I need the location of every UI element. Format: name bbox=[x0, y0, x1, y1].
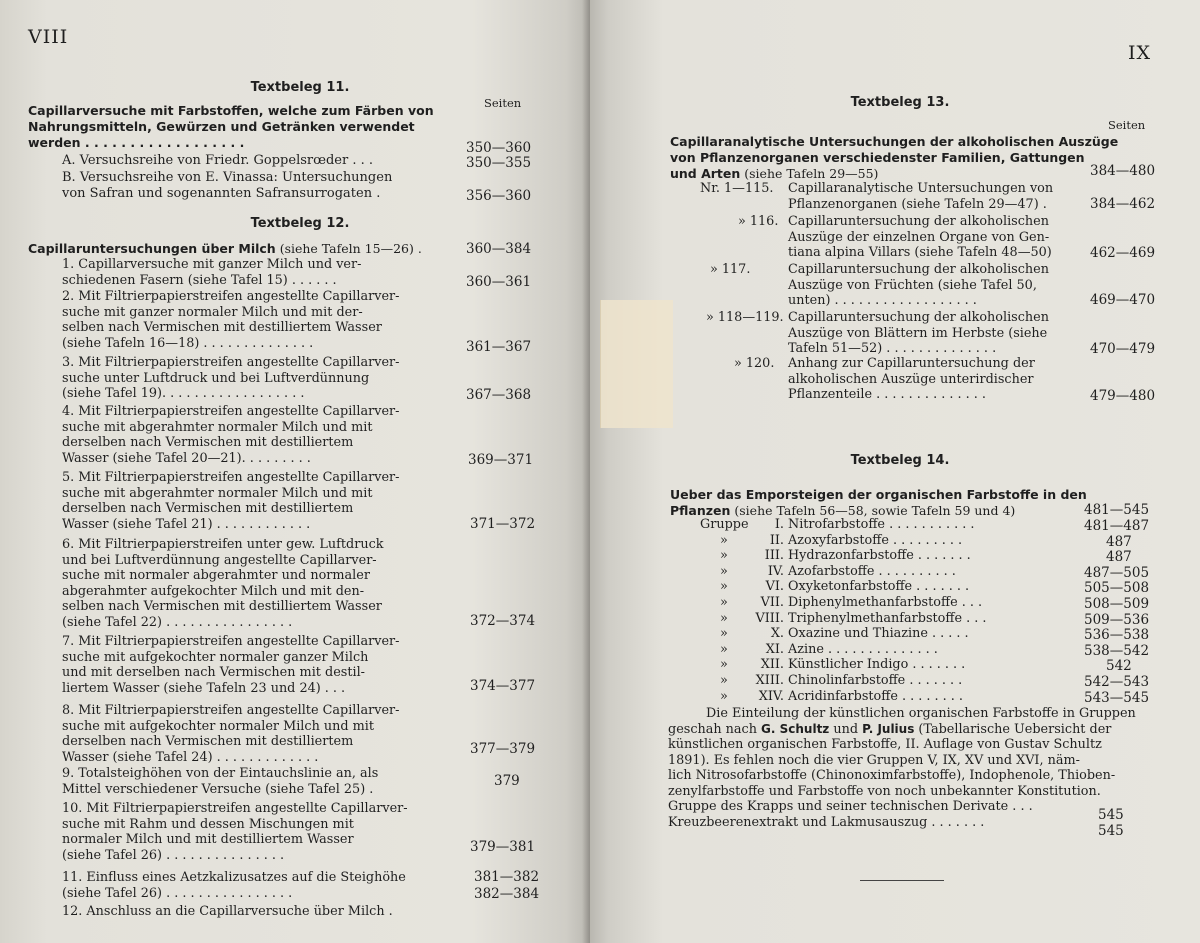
tb12-entry-1: 1. Capillarversuche mit ganzer Milch und ver- schiedenen Fasern (siehe Tafel 15) . . . . . . bbox=[62, 257, 362, 288]
tb12-entry-4: 4. Mit Filtrierpapierstreifen angestellte Capillarver- suche mit abgerahmter normaler Milch und mit derselben nach Vermischen mit destilliertem Wasser (siehe Tafel 20—21). . . . . . . . . bbox=[62, 404, 400, 466]
tb14-group-prefix: » bbox=[720, 563, 728, 579]
tb11-entry-b-pages: 356—360 bbox=[466, 188, 532, 204]
tb14-group-name: Künstlicher Indigo . . . . . . . bbox=[788, 657, 966, 673]
tb14-krapps-pages: 545 bbox=[1098, 807, 1124, 823]
tb14-group-name: Triphenylmethanfarbstoffe . . . bbox=[788, 610, 987, 626]
tb12-entry-10: 10. Mit Filtrierpapierstreifen angestellte Capillarver- suche mit Rahm und dessen Mischungen mit normaler Milch und mit destilliertem Wasser (siehe Tafel 26) . . . . . . . . . . . . . . . bbox=[62, 801, 408, 863]
tb13-heading: Capillaranalytische Untersuchungen der alkoholischen Auszüge von Pflanzenorganen verschiedenster Familien, Gattungen und Arten (siehe Tafeln 29—55) bbox=[670, 134, 1119, 181]
tb14-group-number: XI. bbox=[765, 641, 784, 657]
tb14-group-prefix: » bbox=[720, 610, 728, 626]
tb14-group-prefix: » bbox=[720, 641, 728, 657]
tb14-group-pages: 542—543 bbox=[1084, 674, 1150, 690]
tb11-heading-pages: 350—360 bbox=[466, 140, 532, 156]
tb14-group-number: IV. bbox=[767, 563, 784, 579]
tb14-group-prefix: Gruppe bbox=[700, 517, 749, 532]
tb12-entry-9: 9. Totalsteighöhen von der Eintauchslinie an, als Mittel verschiedener Versuche (siehe Tafel 25) . bbox=[62, 766, 379, 797]
tb12-entry-7: 7. Mit Filtrierpapierstreifen angestellte Capillarver- suche mit aufgekochter normaler ganzer Milch und mit derselben nach Vermischen mit destil- liertem Wasser (siehe Tafeln 23 und 24) . . . bbox=[62, 634, 400, 696]
tb14-group-pages: 487 bbox=[1106, 549, 1132, 566]
tb14-group-number: I. bbox=[774, 517, 784, 532]
tb12-entry-12-pages: 382—384 bbox=[474, 886, 540, 902]
tb13-entry-1-115: Capillaranalytische Untersuchungen von Pflanzenorganen (siehe Tafeln 29—47) . bbox=[788, 181, 1054, 212]
tb14-group-name: Oxazine und Thiazine . . . . . bbox=[788, 626, 969, 642]
tb13-entry-117-num: » 117. bbox=[710, 262, 751, 277]
tb14-group-prefix: » bbox=[720, 673, 728, 688]
tb14-group-name: Chinolinfarbstoffe . . . . . . . bbox=[788, 673, 963, 688]
tb14-group-name: Nitrofarbstoffe . . . . . . . . . . . bbox=[788, 517, 975, 532]
tb13-heading-pages: 384—480 bbox=[1090, 163, 1156, 179]
tb14-group-prefix: » bbox=[720, 626, 728, 642]
tb14-group-pages: 542 bbox=[1106, 658, 1132, 675]
tb13-entry-1-115-pages: 384—462 bbox=[1090, 196, 1156, 212]
tb14-group-name: Acridinfarbstoffe . . . . . . . . bbox=[788, 688, 963, 704]
tb14-group-prefix: » bbox=[720, 579, 728, 595]
tb12-entry-6: 6. Mit Filtrierpapierstreifen unter gew. Luftdruck und bei Luftverdünnung angestellte Capillarver- suche mit normaler abgerahmter und normaler abgerahmter aufgekochter Milch und mit den- selben nach Vermischen mit destilliertem Wasser (siehe Tafel 22) . . . . . . . . . . . . . . . . bbox=[62, 537, 384, 630]
tb11-entry-b: B. Versuchsreihe von E. Vinassa: Untersuchungen von Safran und sogenannten Safransurrogaten . bbox=[62, 170, 393, 201]
tb14-group-name: Azine . . . . . . . . . . . . . . bbox=[788, 641, 938, 657]
tb14-group-prefix: » bbox=[720, 595, 728, 610]
end-rule bbox=[860, 880, 944, 881]
tb12-entry-8: 8. Mit Filtrierpapierstreifen angestellte Capillarver- suche mit aufgekochter normaler Milch und mit derselben nach Vermischen mit destilliertem Wasser (siehe Tafel 24) . . . . . . . . . . . . . bbox=[62, 703, 400, 765]
tb14-heading-pages: 481—545 bbox=[1084, 502, 1150, 518]
tb13-entry-118-119: Capillaruntersuchung der alkoholischen Auszüge von Blättern im Herbste (siehe Tafeln 51—52) . . . . . . . . . . . . . . bbox=[788, 310, 1049, 356]
tb14-group-prefix: » bbox=[720, 688, 728, 704]
tb14-group-prefix: » bbox=[720, 657, 728, 673]
left-page bbox=[0, 0, 590, 943]
tb13-entry-117-pages: 469—470 bbox=[1090, 292, 1156, 308]
tb13-entry-117: Capillaruntersuchung der alkoholischen Auszüge von Früchten (siehe Tafel 50, unten) . . . . . . . . . . . . . . . . . . bbox=[788, 262, 1049, 308]
tb14-group-name: Azofarbstoffe . . . . . . . . . . bbox=[788, 563, 956, 579]
tb14-group-pages: 487 bbox=[1106, 533, 1132, 550]
tb14-heading: Ueber das Emporsteigen der organischen Farbstoffe in den Pflanzen (siehe Tafeln 56—58, sowie Tafeln 59 und 4) bbox=[670, 487, 1087, 518]
tb12-entry-3: 3. Mit Filtrierpapierstreifen angestellte Capillarver- suche unter Luftdruck und bei Luftverdünnung (siehe Tafel 19). . . . . . . . . . . . . . . . . . bbox=[62, 355, 400, 401]
tb14-group-name: Diphenylmethanfarbstoffe . . . bbox=[788, 595, 983, 610]
tb14-group-name: Azoxyfarbstoffe . . . . . . . . . bbox=[788, 532, 963, 548]
tb12-entry-10-pages: 379—381 bbox=[470, 839, 536, 855]
textbeleg-14-title: Textbeleg 14. bbox=[850, 453, 950, 468]
tb12-entry-7-pages: 374—377 bbox=[470, 678, 536, 694]
tb13-entry-120-pages: 479—480 bbox=[1090, 388, 1156, 404]
tb12-entry-5: 5. Mit Filtrierpapierstreifen angestellte Capillarver- suche mit abgerahmter normaler Milch und mit derselben nach Vermischen mit destilliertem Wasser (siehe Tafel 21) . . . . . . . . . . . . bbox=[62, 470, 400, 532]
tb12-entry-9-pages: 379 bbox=[494, 773, 520, 789]
tb12-entry-6-pages: 372—374 bbox=[470, 613, 536, 629]
tb14-group-pages: 543—545 bbox=[1084, 689, 1150, 706]
right-page bbox=[590, 0, 1200, 943]
tb11-entry-a-pages: 350—355 bbox=[466, 155, 532, 171]
seiten-label-right: Seiten bbox=[1108, 118, 1146, 132]
page-number-right: IX bbox=[1128, 42, 1152, 64]
tb12-entry-11-pages: 381—382 bbox=[474, 869, 540, 885]
tb13-entry-116: Capillaruntersuchung der alkoholischen Auszüge der einzelnen Organe von Gen- tiana alpina Villars (siehe Tafeln 48—50) bbox=[788, 214, 1052, 260]
tb13-entry-118-119-pages: 470—479 bbox=[1090, 341, 1156, 357]
tb12-entry-12: 12. Anschluss an die Capillarversuche über Milch . bbox=[62, 904, 393, 919]
tb14-group-number: VI. bbox=[765, 579, 784, 595]
textbeleg-11-title: Textbeleg 11. bbox=[250, 80, 350, 95]
tb14-kreuzbeeren-pages: 545 bbox=[1098, 823, 1124, 839]
tb14-group-pages: 536—538 bbox=[1084, 627, 1150, 644]
tb11-entry-a: A. Versuchsreihe von Friedr. Goppelsrœder . . . bbox=[62, 153, 373, 168]
tb12-heading-pages: 360—384 bbox=[466, 241, 532, 257]
tb14-group-number: XIII. bbox=[755, 673, 784, 688]
tb14-group-number: VIII. bbox=[755, 610, 784, 626]
tb13-entry-116-num: » 116. bbox=[738, 214, 779, 229]
tb12-entry-2-pages: 361—367 bbox=[466, 339, 532, 355]
tb12-entry-5-pages: 371—372 bbox=[470, 516, 536, 532]
tb12-entry-8-pages: 377—379 bbox=[470, 741, 536, 757]
tb14-group-pages: 509—536 bbox=[1084, 611, 1150, 628]
tb14-group-prefix: » bbox=[720, 532, 728, 548]
tb14-group-number: XII. bbox=[760, 657, 784, 673]
textbeleg-12-title: Textbeleg 12. bbox=[250, 216, 350, 231]
tb14-group-pages: 508—509 bbox=[1084, 596, 1150, 612]
tb14-group-number: VII. bbox=[760, 595, 784, 610]
tb11-heading: Capillarversuche mit Farbstoffen, welche zum Färben von Nahrungsmitteln, Gewürzen und Getränken verwendet werden . . . . . . . . . . . . . . . . . . bbox=[28, 103, 434, 150]
tb14-group-name: Hydrazonfarbstoffe . . . . . . . bbox=[788, 548, 971, 564]
tb14-group-name: Oxyketonfarbstoffe . . . . . . . bbox=[788, 579, 970, 595]
tb13-entry-120-num: » 120. bbox=[734, 356, 775, 371]
tb14-group-pages: 538—542 bbox=[1084, 642, 1150, 659]
tb12-entry-2: 2. Mit Filtrierpapierstreifen angestellte Capillarver- suche mit ganzer normaler Milch und mit der- selben nach Vermischen mit destilliertem Wasser (siehe Tafeln 16—18) . . . . . . . . . . . . . . bbox=[62, 289, 400, 351]
tb14-group-pages: 481—487 bbox=[1084, 518, 1150, 534]
tb13-entry-116-pages: 462—469 bbox=[1090, 245, 1156, 261]
tb14-group-pages: 505—508 bbox=[1084, 580, 1150, 597]
tape-strip bbox=[600, 300, 673, 428]
tb14-group-pages: 487—505 bbox=[1084, 564, 1150, 581]
tb14-group-number: X. bbox=[770, 626, 784, 642]
page-number-left: VIII bbox=[28, 26, 69, 48]
tb12-entry-11: 11. Einfluss eines Aetzkalizusatzes auf die Steighöhe (siehe Tafel 26) . . . . . . . . . . . . . . . . bbox=[62, 870, 406, 901]
tb12-entry-3-pages: 367—368 bbox=[466, 387, 532, 403]
seiten-label-left: Seiten bbox=[484, 96, 522, 110]
tb13-entry-1-115-num: Nr. 1—115. bbox=[700, 181, 774, 196]
tb14-group-number: II. bbox=[769, 532, 784, 548]
tb14-paragraph: Die Einteilung der künstlichen organischen Farbstoffe in Gruppen geschah nach G. Schultz und P. Julius (Tabellarische Uebersicht der künstlichen organischen Farbstoffe, II. Auflage von Gustav Schultz 1891). Es fehlen noch die vier Gruppen V, IX, XV und XVI, näm- lich Nitrosofarbstoffe (Chinonoximfarbstoffe), Indophenole, Thioben- zenylfarbstoffe und Farbstoffe von noch unbekannter Konstitution. Gruppe des Krapps und seiner technischen Derivate . . . Kreuzbeerenextrakt und Lakmusauszug . . . . . . . bbox=[668, 706, 1136, 830]
tb13-entry-120: Anhang zur Capillaruntersuchung der alkoholischen Auszüge unterirdischer Pflanzenteile . . . . . . . . . . . . . . bbox=[788, 356, 1035, 402]
tb12-heading: Capillaruntersuchungen über Milch (siehe Tafeln 15—26) . bbox=[28, 241, 422, 256]
tb12-entry-1-pages: 360—361 bbox=[466, 274, 532, 290]
tb14-group-number: III. bbox=[764, 548, 784, 564]
tb12-entry-4-pages: 369—371 bbox=[468, 452, 534, 468]
textbeleg-13-title: Textbeleg 13. bbox=[850, 95, 950, 110]
tb14-group-prefix: » bbox=[720, 548, 728, 564]
tb13-entry-118-119-num: » 118—119. bbox=[706, 310, 784, 325]
tb14-group-number: XIV. bbox=[758, 688, 784, 704]
